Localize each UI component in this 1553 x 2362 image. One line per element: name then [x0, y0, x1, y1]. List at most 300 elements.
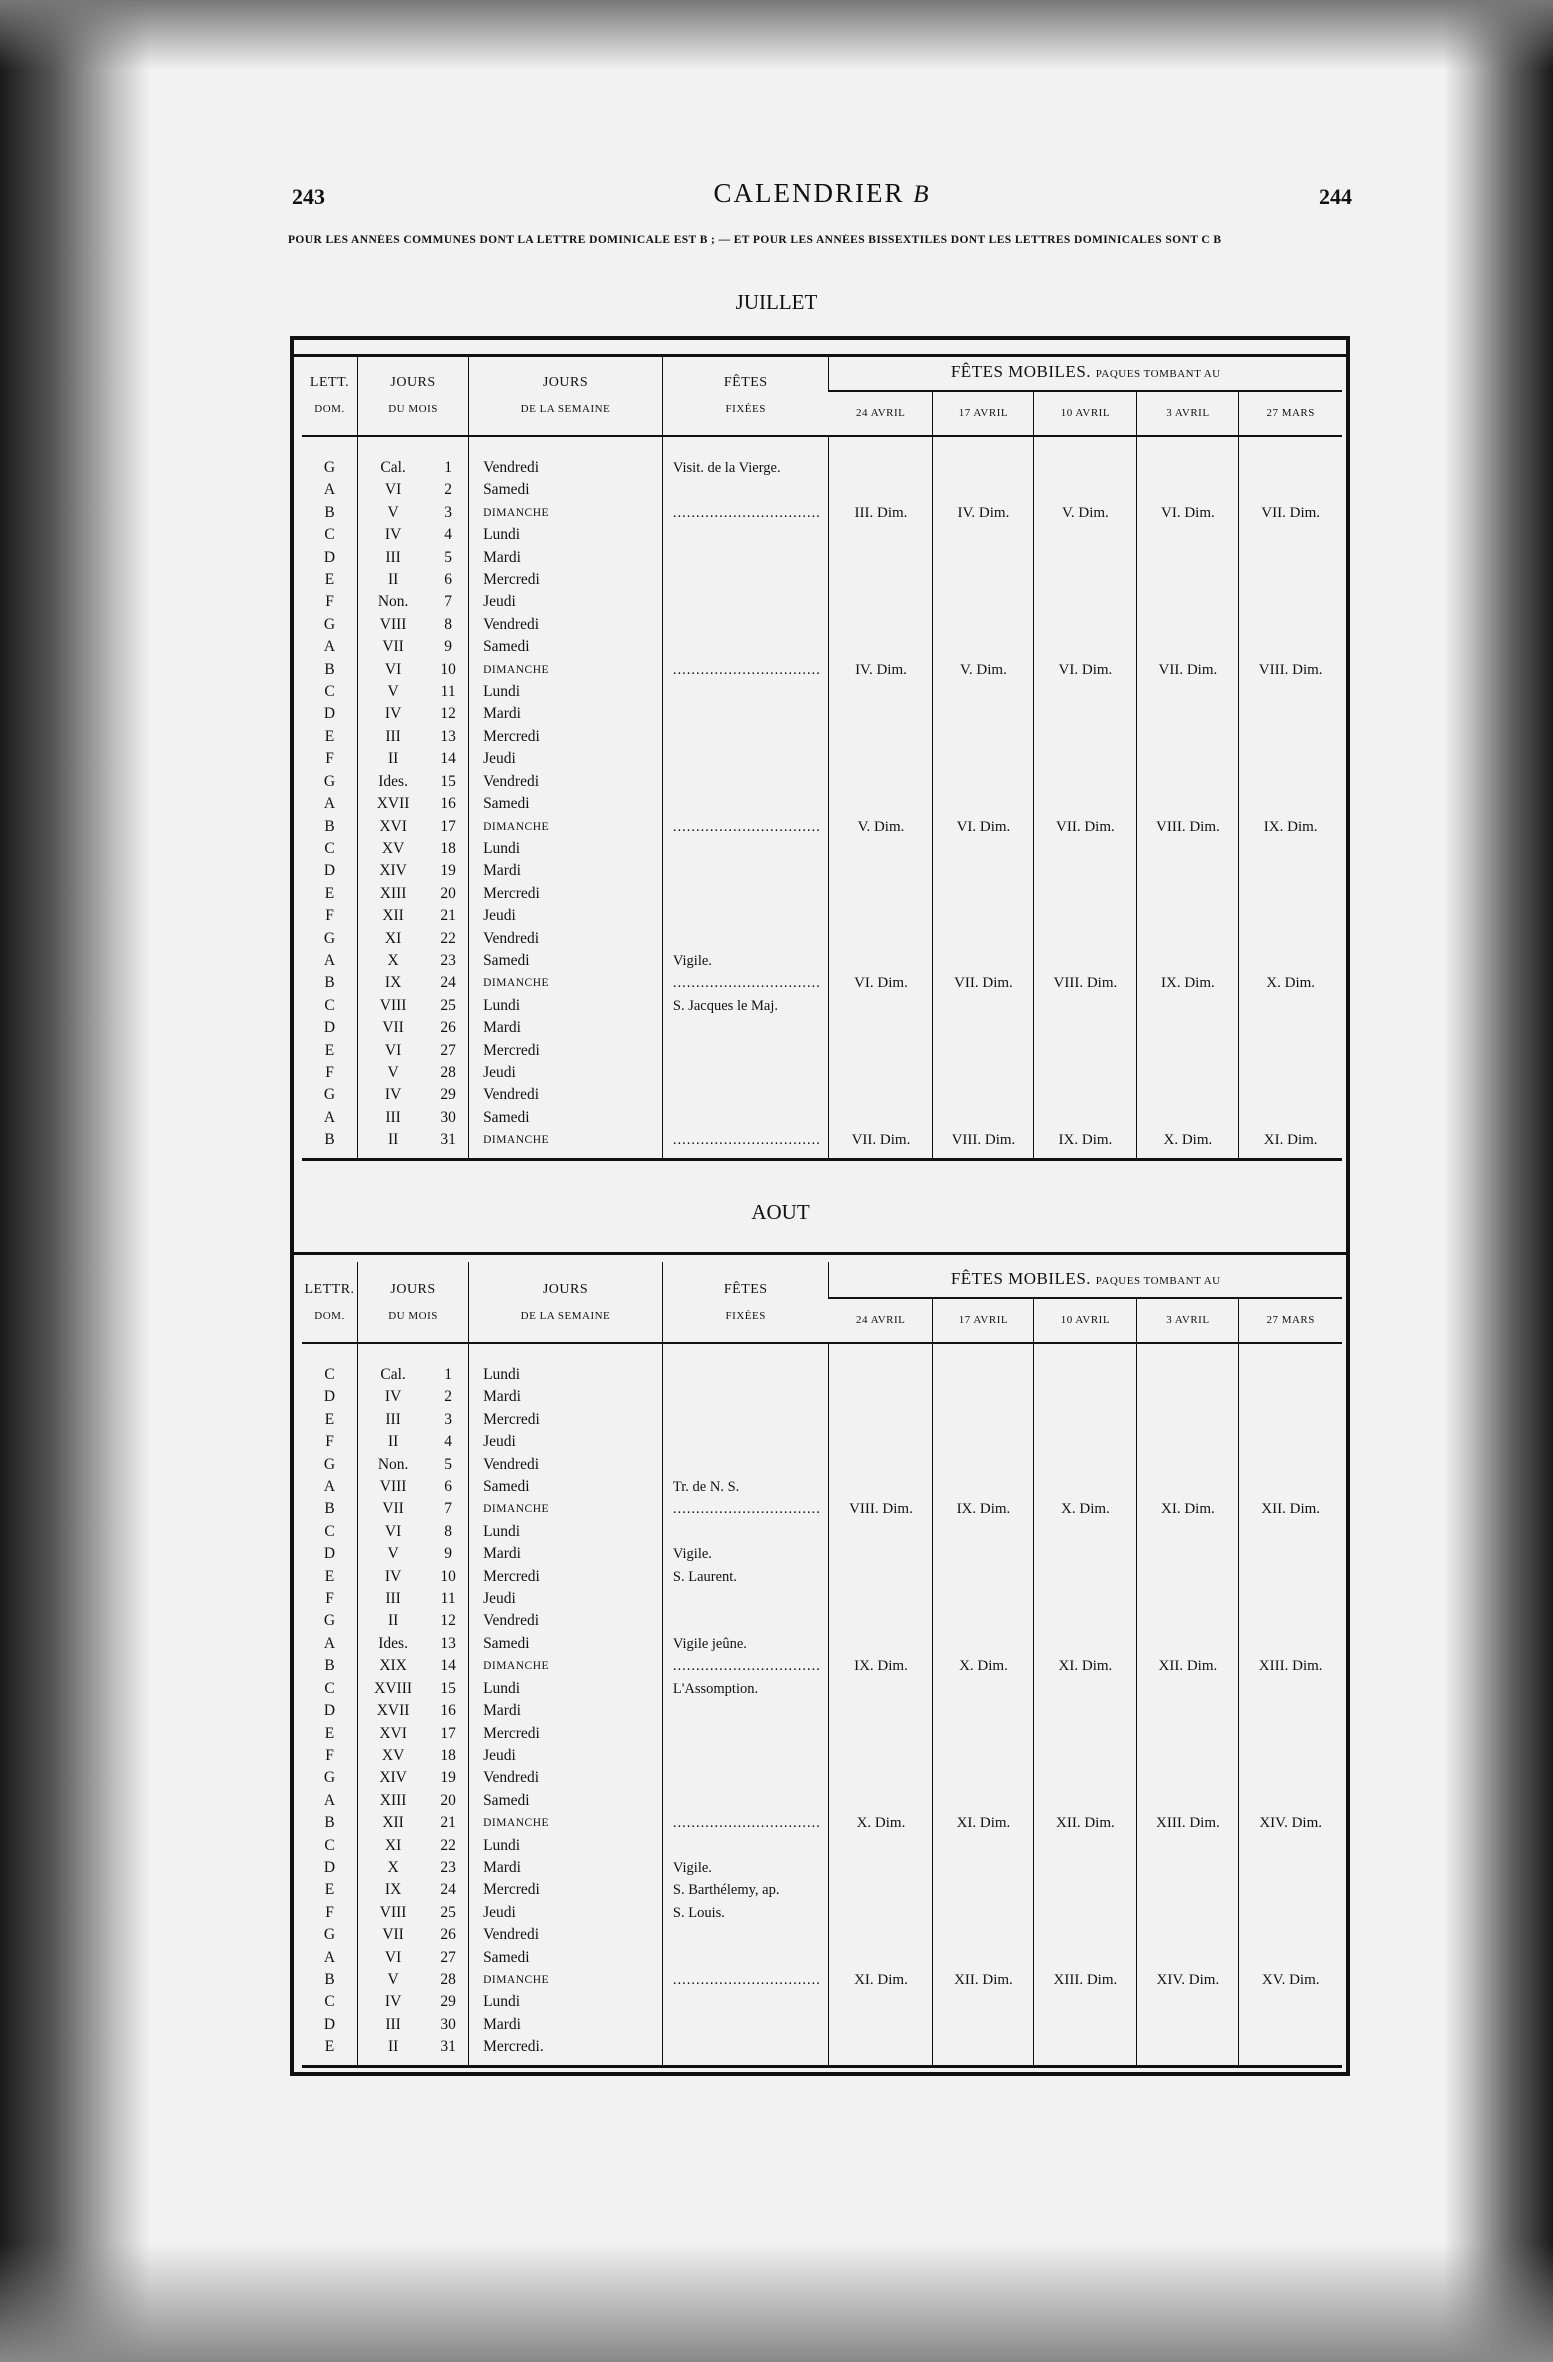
movable-feast	[1137, 457, 1239, 479]
movable-feast	[1137, 479, 1239, 501]
movable-feast	[1137, 1633, 1239, 1655]
fixed-feast	[662, 502, 829, 524]
movable-feast: VI. Dim.	[829, 972, 933, 994]
movable-feast	[1239, 950, 1342, 972]
spacer-cell	[1137, 1152, 1239, 1160]
roman-date: III	[358, 1588, 429, 1610]
movable-feast	[1239, 1431, 1342, 1453]
dominical-letter: C	[324, 1993, 335, 2011]
day-number: 11	[440, 1590, 456, 1608]
roman-date: VI	[358, 479, 429, 501]
weekday: Mardi	[469, 1857, 663, 1879]
dominical-letter: B	[324, 1131, 335, 1149]
movable-feast	[1034, 905, 1137, 927]
movable-feast	[829, 524, 933, 546]
movable-feast	[1034, 569, 1137, 591]
spacer-cell	[358, 2059, 429, 2067]
movable-feast	[829, 860, 933, 882]
movable-feast	[933, 1610, 1034, 1632]
fixed-feast	[662, 748, 829, 770]
dominical-letter: A	[323, 1478, 336, 1496]
roman-date: V	[358, 681, 429, 703]
table-row	[302, 457, 1342, 479]
movable-feast	[829, 1521, 933, 1543]
movable-feast: XIII. Dim.	[1137, 1812, 1239, 1834]
movable-feast	[829, 1857, 933, 1879]
movable-feast	[1034, 838, 1137, 860]
movable-feast	[1034, 1040, 1137, 1062]
weekday: Jeudi	[469, 1431, 663, 1453]
title-text: CALENDRIER	[713, 178, 905, 208]
spacer-cell	[1034, 1152, 1137, 1160]
movable-feast	[1239, 1879, 1342, 1901]
dominical-letter: C	[324, 683, 335, 701]
dominical-letter: F	[325, 1746, 334, 1764]
weekday: Vendredi	[469, 771, 663, 793]
roman-date: III	[358, 726, 429, 748]
dominical-letter: D	[323, 2015, 336, 2033]
weekday: Vendredi	[469, 614, 663, 636]
title-letter: B	[913, 181, 931, 208]
movable-feast	[1239, 905, 1342, 927]
weekday: Jeudi	[469, 1745, 663, 1767]
movable-feast	[829, 636, 933, 658]
movable-feast	[829, 928, 933, 950]
movable-feast	[1034, 547, 1137, 569]
movable-feast	[933, 950, 1034, 972]
table-row	[302, 972, 1342, 994]
movable-feast	[1137, 1017, 1239, 1039]
table-row	[302, 1745, 1342, 1767]
movable-feast: XI. Dim.	[1239, 1129, 1342, 1151]
table-row	[302, 1723, 1342, 1745]
movable-feast: VII. Dim.	[1239, 502, 1342, 524]
spacer-cell	[302, 436, 358, 457]
day-number: 13	[440, 1634, 456, 1652]
movable-feast	[1137, 1723, 1239, 1745]
fixed-feast	[662, 1431, 829, 1453]
day-number: 31	[440, 2038, 456, 2056]
fixed-feast	[662, 1610, 829, 1632]
frame-inner-rule-mid	[294, 1252, 1346, 1255]
day-number: 2	[444, 1388, 452, 1406]
movable-feast	[829, 569, 933, 591]
movable-feast	[1239, 995, 1342, 1017]
movable-feast	[933, 1084, 1034, 1106]
fixed-feast: Vigile.	[662, 1543, 829, 1565]
col-easter-date: 17 AVRIL	[933, 1298, 1034, 1343]
day-number: 10	[440, 660, 456, 678]
dominical-letter: E	[324, 1881, 335, 1899]
movable-feast	[1137, 1902, 1239, 1924]
table-row	[302, 1364, 1342, 1386]
movable-feast	[933, 1924, 1034, 1946]
movable-feast	[1034, 1084, 1137, 1106]
col-easter-date: 27 MARS	[1239, 1298, 1342, 1343]
movable-feast	[1137, 636, 1239, 658]
scan-border-top	[0, 0, 1553, 70]
movable-feast	[1034, 1431, 1137, 1453]
col-lett-dom: LETT. DOM.	[302, 355, 358, 436]
movable-feast: IV. Dim.	[829, 659, 933, 681]
table-row	[302, 591, 1342, 613]
weekday: Mercredi	[469, 1040, 663, 1062]
dominical-letter: E	[324, 884, 335, 902]
roman-date: XII	[358, 905, 429, 927]
scan-border-right	[1443, 0, 1553, 2362]
movable-feast: X. Dim.	[933, 1655, 1034, 1677]
movable-feast	[933, 591, 1034, 613]
movable-feast	[933, 1017, 1034, 1039]
movable-feast	[829, 1700, 933, 1722]
roman-date: III	[358, 547, 429, 569]
dominical-letter: G	[323, 772, 336, 790]
movable-feast	[933, 1678, 1034, 1700]
day-number: 18	[440, 1746, 456, 1764]
movable-feast	[1137, 1678, 1239, 1700]
movable-feast: X. Dim.	[1137, 1129, 1239, 1151]
day-number: 21	[440, 907, 456, 925]
movable-feast	[933, 457, 1034, 479]
movable-feast	[1034, 1991, 1137, 2013]
movable-feast	[1137, 838, 1239, 860]
movable-feast: III. Dim.	[829, 502, 933, 524]
movable-feast	[1239, 1700, 1342, 1722]
roman-date: XIII	[358, 883, 429, 905]
movable-feast	[933, 1835, 1034, 1857]
weekday: Vendredi	[469, 1767, 663, 1789]
movable-feast	[1034, 748, 1137, 770]
day-number: 22	[440, 1836, 456, 1854]
movable-feast: IX. Dim.	[1137, 972, 1239, 994]
col-jours-mois: JOURS DU MOIS	[358, 1262, 469, 1343]
roman-date: XVI	[358, 816, 429, 838]
movable-feast	[1034, 1723, 1137, 1745]
movable-feast: VII. Dim.	[1137, 659, 1239, 681]
day-number: 1	[444, 459, 452, 476]
dominical-letter: C	[324, 1522, 335, 1540]
movable-feast	[829, 1835, 933, 1857]
movable-feast	[1137, 1879, 1239, 1901]
weekday: Mardi	[469, 703, 663, 725]
fixed-feast	[662, 1812, 829, 1834]
day-number: 14	[440, 1657, 456, 1675]
fixed-feast	[662, 2014, 829, 2036]
movable-feast	[1034, 2014, 1137, 2036]
fixed-feast: Visit. de la Vierge.	[662, 457, 829, 479]
movable-feast	[933, 1723, 1034, 1745]
weekday: Lundi	[469, 995, 663, 1017]
movable-feast: XI. Dim.	[829, 1969, 933, 1991]
spacer-cell	[1034, 1343, 1137, 1364]
movable-feast	[933, 614, 1034, 636]
spacer-cell	[933, 1152, 1034, 1160]
movable-feast	[1137, 1454, 1239, 1476]
roman-date: Non.	[358, 591, 429, 613]
month-title-aout: AOUT	[751, 1200, 810, 1224]
spacer-cell	[302, 1152, 358, 1160]
movable-feast	[933, 1454, 1034, 1476]
movable-feast: V. Dim.	[933, 659, 1034, 681]
movable-feast	[829, 1454, 933, 1476]
dominical-letter: D	[323, 548, 336, 566]
dominical-letter: D	[323, 1545, 336, 1563]
movable-feast	[1034, 793, 1137, 815]
movable-feast	[1034, 995, 1137, 1017]
movable-feast	[1034, 591, 1137, 613]
movable-feast	[1137, 524, 1239, 546]
weekday: Vendredi	[469, 1924, 663, 1946]
day-number: 15	[440, 772, 456, 790]
movable-feast	[1137, 748, 1239, 770]
movable-feast	[933, 1409, 1034, 1431]
movable-feast	[829, 1476, 933, 1498]
movable-feast	[829, 905, 933, 927]
day-number: 19	[440, 1769, 456, 1787]
table-row	[302, 1969, 1342, 1991]
roman-date: IV	[358, 703, 429, 725]
movable-feast	[1034, 883, 1137, 905]
roman-date: II	[358, 569, 429, 591]
movable-feast	[1239, 1521, 1342, 1543]
movable-feast	[829, 1767, 933, 1789]
fixed-feast	[662, 547, 829, 569]
movable-feast	[933, 2036, 1034, 2058]
movable-feast	[1239, 1924, 1342, 1946]
weekday: Mercredi	[469, 569, 663, 591]
movable-feast	[829, 1062, 933, 1084]
weekday: Vendredi	[469, 928, 663, 950]
weekday: Mardi	[469, 1386, 663, 1408]
movable-feast	[829, 1947, 933, 1969]
movable-feast	[829, 995, 933, 1017]
movable-feast	[933, 1991, 1034, 2013]
roman-date: V	[358, 1969, 429, 1991]
movable-feast	[1239, 1409, 1342, 1431]
day-number: 10	[440, 1567, 456, 1585]
col-fetes-mobiles: FÊTES MOBILES. PAQUES TOMBANT AU	[829, 355, 1342, 391]
aout-table	[302, 1262, 1342, 2068]
roman-date: III	[358, 1107, 429, 1129]
movable-feast	[933, 1543, 1034, 1565]
dominical-letter: A	[323, 1108, 336, 1126]
fixed-feast	[662, 1364, 829, 1386]
movable-feast	[1239, 1902, 1342, 1924]
dominical-letter: D	[323, 1388, 336, 1406]
day-number: 5	[444, 548, 452, 566]
weekday: DIMANCHE	[469, 816, 663, 838]
day-number: 7	[444, 1500, 452, 1518]
day-number: 8	[444, 1522, 452, 1540]
weekday: Vendredi	[469, 1084, 663, 1106]
movable-feast: VII. Dim.	[933, 972, 1034, 994]
spacer-row	[302, 436, 1342, 457]
roman-date: VI	[358, 1040, 429, 1062]
table-row	[302, 816, 1342, 838]
roman-date: Cal.	[358, 457, 429, 479]
movable-feast	[1034, 726, 1137, 748]
movable-feast	[1137, 614, 1239, 636]
spacer-cell	[1239, 436, 1342, 457]
movable-feast	[829, 1879, 933, 1901]
fixed-feast	[662, 2036, 829, 2058]
roman-date: Ides.	[358, 771, 429, 793]
movable-feast	[1239, 614, 1342, 636]
spacer-cell	[662, 2059, 829, 2067]
movable-feast	[1034, 1107, 1137, 1129]
movable-feast	[1137, 1543, 1239, 1565]
dominical-letter: G	[323, 1612, 336, 1630]
weekday: Mercredi	[469, 1566, 663, 1588]
col-fetes-mobiles: FÊTES MOBILES. PAQUES TOMBANT AU	[829, 1262, 1342, 1298]
fixed-feast	[662, 1521, 829, 1543]
table-row	[302, 771, 1342, 793]
movable-feast	[1239, 1364, 1342, 1386]
weekday: DIMANCHE	[469, 1812, 663, 1834]
page-header	[292, 178, 1352, 214]
spacer-cell	[662, 1152, 829, 1160]
movable-feast	[1137, 681, 1239, 703]
weekday: Mardi	[469, 1700, 663, 1722]
roman-date: IV	[358, 1084, 429, 1106]
weekday: DIMANCHE	[469, 502, 663, 524]
movable-feast	[1137, 995, 1239, 1017]
movable-feast	[829, 1790, 933, 1812]
dominical-letter: C	[324, 996, 335, 1014]
roman-date: XIV	[358, 860, 429, 882]
movable-feast	[1239, 1633, 1342, 1655]
day-number: 27	[440, 1041, 456, 1059]
scan-border-bottom	[0, 2242, 1553, 2362]
movable-feast	[1034, 1062, 1137, 1084]
dominical-letter: A	[323, 951, 336, 969]
movable-feast	[933, 636, 1034, 658]
table-row	[302, 1386, 1342, 1408]
roman-date: II	[358, 1431, 429, 1453]
fixed-feast	[662, 1790, 829, 1812]
movable-feast	[829, 1633, 933, 1655]
dominical-letter: B	[324, 817, 335, 835]
movable-feast	[829, 1566, 933, 1588]
movable-feast	[1034, 1767, 1137, 1789]
dominical-letter: G	[323, 1086, 336, 1104]
spacer-cell	[469, 2059, 663, 2067]
fixed-feast	[662, 1924, 829, 1946]
movable-feast	[829, 479, 933, 501]
movable-feast	[1239, 1566, 1342, 1588]
fixed-feast	[662, 1386, 829, 1408]
table-row	[302, 950, 1342, 972]
fixed-feast	[662, 1947, 829, 1969]
fixed-feast	[662, 1107, 829, 1129]
dominical-letter: D	[323, 705, 336, 723]
movable-feast	[829, 950, 933, 972]
fixed-feast	[662, 771, 829, 793]
movable-feast	[1239, 1947, 1342, 1969]
movable-feast	[829, 2036, 933, 2058]
spacer-cell	[662, 436, 829, 457]
weekday: Mardi	[469, 547, 663, 569]
movable-feast	[933, 1588, 1034, 1610]
roman-date: VII	[358, 1924, 429, 1946]
col-lettr-dom: LETTR. DOM.	[302, 1262, 358, 1343]
table-row	[302, 1924, 1342, 1946]
movable-feast	[1137, 1857, 1239, 1879]
movable-feast: IX. Dim.	[1034, 1129, 1137, 1151]
spacer-cell	[1239, 1343, 1342, 1364]
fixed-feast	[662, 636, 829, 658]
movable-feast	[1137, 1062, 1239, 1084]
dominical-letter: A	[323, 795, 336, 813]
dominical-letter: F	[325, 1590, 334, 1608]
movable-feast	[1137, 928, 1239, 950]
movable-feast	[1137, 1947, 1239, 1969]
dominical-letter: G	[323, 1455, 336, 1473]
dominical-letter: E	[324, 571, 335, 589]
movable-feast	[1137, 1040, 1239, 1062]
table-row	[302, 502, 1342, 524]
movable-feast	[829, 2014, 933, 2036]
weekday: DIMANCHE	[469, 1655, 663, 1677]
movable-feast: IX. Dim.	[1239, 816, 1342, 838]
movable-feast	[1137, 1767, 1239, 1789]
movable-feast	[1239, 1084, 1342, 1106]
weekday: Jeudi	[469, 748, 663, 770]
movable-feast	[1034, 703, 1137, 725]
movable-feast	[933, 1431, 1034, 1453]
dominical-letter: C	[324, 1679, 335, 1697]
weekday: Jeudi	[469, 1062, 663, 1084]
roman-date: VIII	[358, 1476, 429, 1498]
roman-date: XV	[358, 838, 429, 860]
movable-feast	[1239, 1790, 1342, 1812]
spacer-cell	[1239, 1152, 1342, 1160]
dominical-letter: B	[324, 1657, 335, 1675]
movable-feast	[1239, 1678, 1342, 1700]
weekday: Lundi	[469, 1991, 663, 2013]
movable-feast	[933, 1745, 1034, 1767]
movable-feast	[1239, 1991, 1342, 2013]
fixed-feast	[662, 1700, 829, 1722]
movable-feast: XIV. Dim.	[1137, 1969, 1239, 1991]
day-number: 1	[444, 1366, 452, 1383]
fixed-feast	[662, 1498, 829, 1520]
roman-date: VIII	[358, 614, 429, 636]
day-number: 30	[440, 2015, 456, 2033]
roman-date: VII	[358, 1498, 429, 1520]
movable-feast	[1239, 1017, 1342, 1039]
day-number: 7	[444, 593, 452, 611]
fixed-feast	[662, 793, 829, 815]
fixed-feast	[662, 1723, 829, 1745]
roman-date: V	[358, 502, 429, 524]
movable-feast: XIII. Dim.	[1034, 1969, 1137, 1991]
spacer-cell	[428, 2059, 468, 2067]
col-jours-semaine: JOURS DE LA SEMAINE	[469, 355, 663, 436]
dominical-letter: D	[323, 1019, 336, 1037]
day-number: 20	[440, 884, 456, 902]
movable-feast	[829, 1678, 933, 1700]
movable-feast	[829, 547, 933, 569]
movable-feast: XI. Dim.	[1034, 1655, 1137, 1677]
day-number: 26	[440, 1019, 456, 1037]
spacer-cell	[358, 1152, 429, 1160]
movable-feast: X. Dim.	[1034, 1498, 1137, 1520]
roman-date: IV	[358, 1386, 429, 1408]
movable-feast	[933, 1566, 1034, 1588]
movable-feast	[1239, 2014, 1342, 2036]
movable-feast	[1239, 838, 1342, 860]
